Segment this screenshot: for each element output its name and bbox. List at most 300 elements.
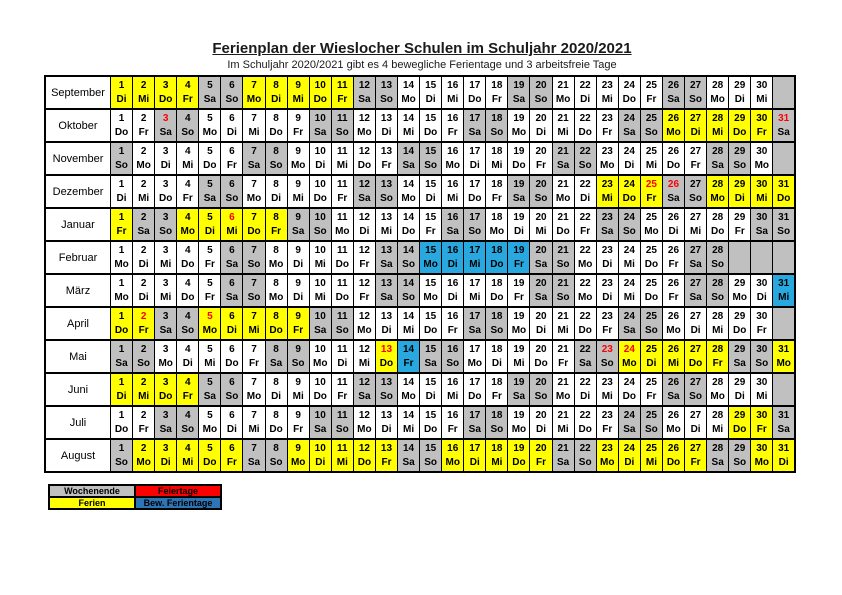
- day-cell: [309, 76, 331, 109]
- day-cell: [508, 109, 530, 142]
- day-cell: [596, 439, 618, 472]
- day-cell: [221, 109, 243, 142]
- day-cell: [751, 76, 773, 109]
- day-weekday: Do: [335, 292, 349, 303]
- day-cell: [552, 142, 574, 175]
- day-number: 7: [251, 146, 257, 157]
- day-number: 9: [295, 146, 301, 157]
- day-cell: [265, 208, 287, 241]
- day-cell: [574, 340, 596, 373]
- day-cell: [420, 373, 442, 406]
- day-number: 7: [251, 311, 257, 322]
- day-weekday: Fr: [491, 391, 502, 402]
- day-number: 16: [447, 443, 459, 454]
- day-number: 28: [712, 311, 724, 322]
- day-weekday: Mi: [557, 325, 569, 336]
- day-cell: [530, 175, 552, 208]
- day-number: 31: [778, 278, 790, 289]
- day-weekday: Sa: [402, 160, 415, 171]
- day-weekday: Do: [688, 358, 703, 369]
- day-number: 20: [535, 278, 547, 289]
- day-number: 22: [579, 377, 591, 388]
- legend-feiertage: Feiertage: [135, 485, 221, 497]
- day-weekday: Mo: [313, 358, 328, 369]
- day-cell: [287, 373, 309, 406]
- day-number: 2: [140, 377, 147, 388]
- day-cell: [707, 439, 729, 472]
- day-cell: [287, 439, 309, 472]
- day-weekday: Mo: [754, 160, 770, 171]
- day-number: 15: [425, 377, 437, 388]
- day-number: 9: [295, 410, 301, 421]
- day-cell: [640, 406, 662, 439]
- day-number: 11: [337, 80, 348, 91]
- day-cell: [133, 76, 155, 109]
- day-weekday: Fr: [756, 424, 767, 435]
- day-cell: [685, 241, 707, 274]
- day-number: 30: [756, 410, 768, 421]
- day-cell: [618, 373, 640, 406]
- day-weekday: Sa: [380, 292, 393, 303]
- day-number: 9: [295, 311, 301, 322]
- day-cell: [287, 274, 309, 307]
- day-cell: [707, 340, 729, 373]
- day-number: 20: [535, 245, 547, 256]
- day-weekday: Di: [690, 325, 701, 336]
- day-weekday: Mo: [401, 193, 416, 204]
- day-cell: [398, 274, 420, 307]
- day-number: 10: [314, 443, 326, 454]
- day-cell: [243, 142, 265, 175]
- day-number: 24: [623, 245, 635, 256]
- day-number-holiday: 5: [207, 311, 213, 322]
- day-number: 28: [712, 212, 724, 223]
- day-weekday: Di: [646, 358, 657, 369]
- day-number: 8: [273, 146, 279, 157]
- day-cell: [464, 76, 486, 109]
- day-weekday: Mi: [226, 226, 238, 237]
- day-number: 17: [469, 377, 481, 388]
- day-weekday: Sa: [402, 457, 415, 468]
- day-weekday: Sa: [667, 391, 680, 402]
- day-cell: [111, 175, 133, 208]
- day-cell: [618, 109, 640, 142]
- day-cell: [662, 340, 684, 373]
- day-cell: [375, 142, 397, 175]
- day-number: 16: [447, 311, 459, 322]
- day-number: 11: [337, 212, 348, 223]
- day-weekday: Di: [469, 457, 480, 468]
- day-number: 31: [778, 410, 790, 421]
- day-weekday: Do: [622, 94, 636, 105]
- day-weekday: Di: [447, 259, 458, 270]
- day-number: 23: [601, 212, 613, 223]
- day-weekday: Di: [182, 358, 193, 369]
- day-weekday: Do: [159, 94, 173, 105]
- day-cell: [331, 76, 353, 109]
- day-weekday: Di: [138, 292, 149, 303]
- day-weekday: Mo: [158, 358, 173, 369]
- day-weekday: Mi: [778, 292, 790, 303]
- day-weekday: So: [645, 325, 658, 336]
- day-cell: [265, 142, 287, 175]
- day-weekday: Mo: [600, 457, 615, 468]
- day-cell: [640, 307, 662, 340]
- day-cell: [530, 340, 552, 373]
- day-weekday: Fr: [381, 160, 392, 171]
- day-cell: [442, 406, 464, 439]
- day-number: 12: [358, 80, 370, 91]
- day-cell: [353, 109, 375, 142]
- day-number: 24: [623, 146, 635, 157]
- day-cell: [773, 406, 795, 439]
- day-cell: [640, 109, 662, 142]
- day-weekday: Di: [469, 160, 480, 171]
- day-cell: [111, 307, 133, 340]
- day-number: 14: [402, 410, 415, 421]
- day-weekday: Fr: [425, 226, 436, 237]
- day-weekday: Fr: [359, 259, 370, 270]
- day-weekday: So: [490, 325, 504, 336]
- day-cell: [508, 208, 530, 241]
- day-number-holiday: 13: [380, 344, 393, 355]
- legend-ferien: Ferien: [49, 497, 135, 509]
- day-number: 14: [402, 311, 415, 322]
- day-number: 10: [314, 410, 326, 421]
- day-weekday: So: [645, 424, 658, 435]
- month-row: [45, 142, 795, 175]
- day-cell: [111, 373, 133, 406]
- day-weekday: Mo: [357, 127, 372, 138]
- day-number: 8: [273, 113, 279, 124]
- day-cell: [199, 208, 221, 241]
- day-cell: [729, 406, 751, 439]
- day-number: 11: [337, 179, 348, 190]
- day-weekday: Mi: [403, 424, 415, 435]
- day-cell: [353, 340, 375, 373]
- day-number: 13: [380, 311, 393, 322]
- day-weekday: Mi: [756, 193, 768, 204]
- day-number: 3: [162, 179, 169, 190]
- day-cell: [133, 340, 155, 373]
- day-weekday: Mi: [645, 457, 657, 468]
- day-number: 28: [712, 344, 724, 355]
- day-cell: [309, 175, 331, 208]
- day-number: 18: [491, 179, 503, 190]
- day-weekday: Do: [423, 127, 438, 138]
- day-weekday: So: [137, 358, 150, 369]
- day-weekday: Sa: [711, 160, 724, 171]
- day-cell: [773, 208, 795, 241]
- day-cell: [177, 142, 199, 175]
- day-number: 17: [469, 80, 481, 91]
- day-cell: [618, 76, 640, 109]
- day-weekday: Sa: [115, 358, 128, 369]
- day-cell: [287, 208, 309, 241]
- day-weekday: Mi: [248, 424, 260, 435]
- day-weekday: So: [115, 457, 128, 468]
- day-number: 5: [207, 377, 213, 388]
- day-cell: [398, 109, 420, 142]
- day-weekday: Di: [160, 160, 171, 171]
- day-weekday: Sa: [623, 424, 636, 435]
- day-cell: [331, 340, 353, 373]
- day-number: 23: [601, 245, 613, 256]
- day-cell: [662, 142, 684, 175]
- day-weekday: Mi: [447, 193, 459, 204]
- day-number: 31: [778, 344, 790, 355]
- day-weekday: Do: [578, 424, 592, 435]
- day-cell: [486, 439, 508, 472]
- day-cell: [221, 208, 243, 241]
- day-number: 15: [425, 311, 437, 322]
- day-number: 13: [380, 278, 393, 289]
- day-number: 26: [667, 80, 680, 91]
- day-number: 26: [667, 377, 680, 388]
- day-number: 9: [295, 113, 301, 124]
- day-weekday: Mi: [336, 160, 348, 171]
- day-cell: [685, 175, 707, 208]
- day-cell: [199, 76, 221, 109]
- day-cell: [640, 175, 662, 208]
- day-cell: [287, 109, 309, 142]
- day-number: 18: [491, 344, 503, 355]
- day-weekday: Mi: [667, 358, 680, 369]
- day-weekday: So: [115, 160, 128, 171]
- day-weekday: Mi: [601, 391, 613, 402]
- day-weekday: So: [622, 226, 636, 237]
- day-number: 1: [118, 344, 125, 355]
- day-cell: [331, 307, 353, 340]
- day-weekday: Di: [425, 391, 436, 402]
- day-weekday: Sa: [601, 226, 614, 237]
- month-label: März: [45, 274, 111, 307]
- day-number: 25: [645, 377, 657, 388]
- day-cell: [729, 175, 751, 208]
- day-cell: [662, 76, 684, 109]
- day-number: 17: [469, 113, 481, 124]
- filler-cell: [773, 142, 795, 175]
- day-weekday: Fr: [226, 457, 237, 468]
- day-cell: [508, 307, 530, 340]
- day-number: 2: [140, 278, 147, 289]
- day-number: 15: [425, 410, 437, 421]
- day-number: 6: [229, 377, 235, 388]
- day-weekday: Fr: [138, 424, 149, 435]
- day-cell: [155, 175, 177, 208]
- day-cell: [155, 241, 177, 274]
- day-weekday: Di: [690, 127, 701, 138]
- day-weekday: Sa: [203, 94, 216, 105]
- day-number: 22: [579, 80, 591, 91]
- day-cell: [375, 340, 397, 373]
- day-cell: [552, 109, 574, 142]
- day-number: 8: [273, 311, 279, 322]
- day-cell: [530, 307, 552, 340]
- day-cell: [751, 142, 773, 175]
- day-cell: [155, 142, 177, 175]
- day-cell: [508, 340, 530, 373]
- day-weekday: Mo: [445, 160, 460, 171]
- day-weekday: So: [247, 292, 261, 303]
- day-number: 19: [513, 113, 525, 124]
- day-weekday: Mo: [600, 160, 615, 171]
- day-weekday: Fr: [602, 325, 613, 336]
- day-cell: [111, 76, 133, 109]
- day-number: 30: [756, 278, 768, 289]
- day-weekday: Do: [159, 391, 173, 402]
- day-weekday: Do: [622, 193, 636, 204]
- day-weekday: Sa: [777, 424, 790, 435]
- day-number-holiday: 2: [140, 311, 147, 322]
- day-number: 5: [207, 410, 213, 421]
- day-cell: [508, 373, 530, 406]
- day-weekday: Mi: [182, 457, 194, 468]
- day-cell: [375, 406, 397, 439]
- day-weekday: Sa: [358, 193, 371, 204]
- day-number: 29: [734, 278, 746, 289]
- day-weekday: Do: [313, 193, 327, 204]
- day-cell: [243, 439, 265, 472]
- day-number: 22: [579, 179, 591, 190]
- day-weekday: Do: [269, 424, 283, 435]
- day-weekday: So: [380, 94, 393, 105]
- day-weekday: Fr: [668, 292, 679, 303]
- day-weekday: Do: [114, 424, 129, 435]
- day-number: 18: [491, 311, 503, 322]
- day-cell: [111, 406, 133, 439]
- day-number: 2: [140, 80, 147, 91]
- day-weekday: Fr: [558, 358, 569, 369]
- day-weekday: Di: [381, 325, 392, 336]
- day-weekday: Do: [490, 292, 504, 303]
- day-number: 21: [557, 443, 569, 454]
- day-weekday: So: [689, 94, 702, 105]
- day-number-holiday: 25: [645, 179, 657, 190]
- day-weekday: Sa: [667, 94, 680, 105]
- day-weekday: Mi: [601, 94, 613, 105]
- day-cell: [243, 175, 265, 208]
- day-number: 12: [358, 245, 370, 256]
- day-number: 3: [162, 443, 169, 454]
- day-weekday: So: [335, 325, 349, 336]
- day-weekday: So: [380, 391, 393, 402]
- day-weekday: Mo: [710, 94, 725, 105]
- day-cell: [773, 274, 795, 307]
- day-number: 7: [251, 179, 257, 190]
- day-weekday: Di: [580, 193, 591, 204]
- day-number: 15: [425, 245, 437, 256]
- day-cell: [420, 241, 442, 274]
- day-cell: [133, 175, 155, 208]
- day-number: 8: [273, 212, 279, 223]
- day-cell: [420, 406, 442, 439]
- month-label: April: [45, 307, 111, 340]
- day-cell: [685, 340, 707, 373]
- day-weekday: Mi: [204, 358, 216, 369]
- day-number: 27: [690, 146, 702, 157]
- day-cell: [177, 406, 199, 439]
- day-cell: [486, 109, 508, 142]
- day-weekday: Fr: [491, 193, 502, 204]
- day-number: 1: [118, 443, 125, 454]
- day-weekday: Fr: [337, 193, 348, 204]
- day-cell: [530, 76, 552, 109]
- day-number: 8: [273, 179, 279, 190]
- day-number: 19: [513, 245, 525, 256]
- day-number: 16: [447, 245, 459, 256]
- day-number: 17: [469, 278, 481, 289]
- day-weekday: Mi: [557, 424, 569, 435]
- day-number: 24: [623, 113, 635, 124]
- day-weekday: Fr: [271, 226, 282, 237]
- day-weekday: So: [578, 457, 592, 468]
- day-number: 25: [645, 113, 657, 124]
- day-weekday: Sa: [512, 193, 526, 204]
- legend-table: [48, 484, 222, 510]
- day-cell: [287, 76, 309, 109]
- day-weekday: Mo: [290, 160, 306, 171]
- day-number-holiday: 31: [778, 113, 790, 124]
- legend-row: [49, 485, 221, 497]
- day-cell: [265, 241, 287, 274]
- day-cell: [353, 373, 375, 406]
- day-number: 25: [645, 146, 657, 157]
- day-cell: [243, 109, 265, 142]
- day-weekday: So: [777, 226, 791, 237]
- day-number: 6: [229, 80, 235, 91]
- day-cell: [243, 274, 265, 307]
- day-weekday: Sa: [623, 127, 636, 138]
- day-cell: [243, 241, 265, 274]
- day-number: 8: [273, 410, 279, 421]
- day-cell: [685, 208, 707, 241]
- day-cell: [685, 406, 707, 439]
- day-cell: [596, 274, 618, 307]
- day-number: 28: [712, 443, 724, 454]
- day-number: 16: [447, 377, 459, 388]
- legend-row: [49, 497, 221, 509]
- day-number: 3: [162, 344, 169, 355]
- day-cell: [331, 109, 353, 142]
- day-number: 4: [184, 113, 191, 124]
- day-weekday: Sa: [159, 325, 172, 336]
- day-cell: [221, 142, 243, 175]
- day-number: 18: [491, 410, 503, 421]
- day-weekday: Fr: [182, 391, 193, 402]
- day-cell: [707, 76, 729, 109]
- day-number: 2: [140, 443, 147, 454]
- day-cell: [729, 142, 751, 175]
- day-number: 4: [184, 377, 191, 388]
- day-cell: [574, 274, 596, 307]
- day-cell: [133, 274, 155, 307]
- day-weekday: Mi: [248, 325, 260, 336]
- day-cell: [574, 307, 596, 340]
- day-weekday: Mi: [292, 94, 304, 105]
- day-cell: [685, 307, 707, 340]
- day-cell: [309, 373, 331, 406]
- month-label: November: [45, 142, 111, 175]
- day-cell: [287, 340, 309, 373]
- day-number: 14: [402, 146, 415, 157]
- day-weekday: Do: [379, 358, 394, 369]
- day-weekday: Fr: [138, 325, 149, 336]
- day-cell: [375, 76, 397, 109]
- day-cell: [221, 307, 243, 340]
- day-cell: [486, 142, 508, 175]
- day-weekday: Mi: [182, 160, 194, 171]
